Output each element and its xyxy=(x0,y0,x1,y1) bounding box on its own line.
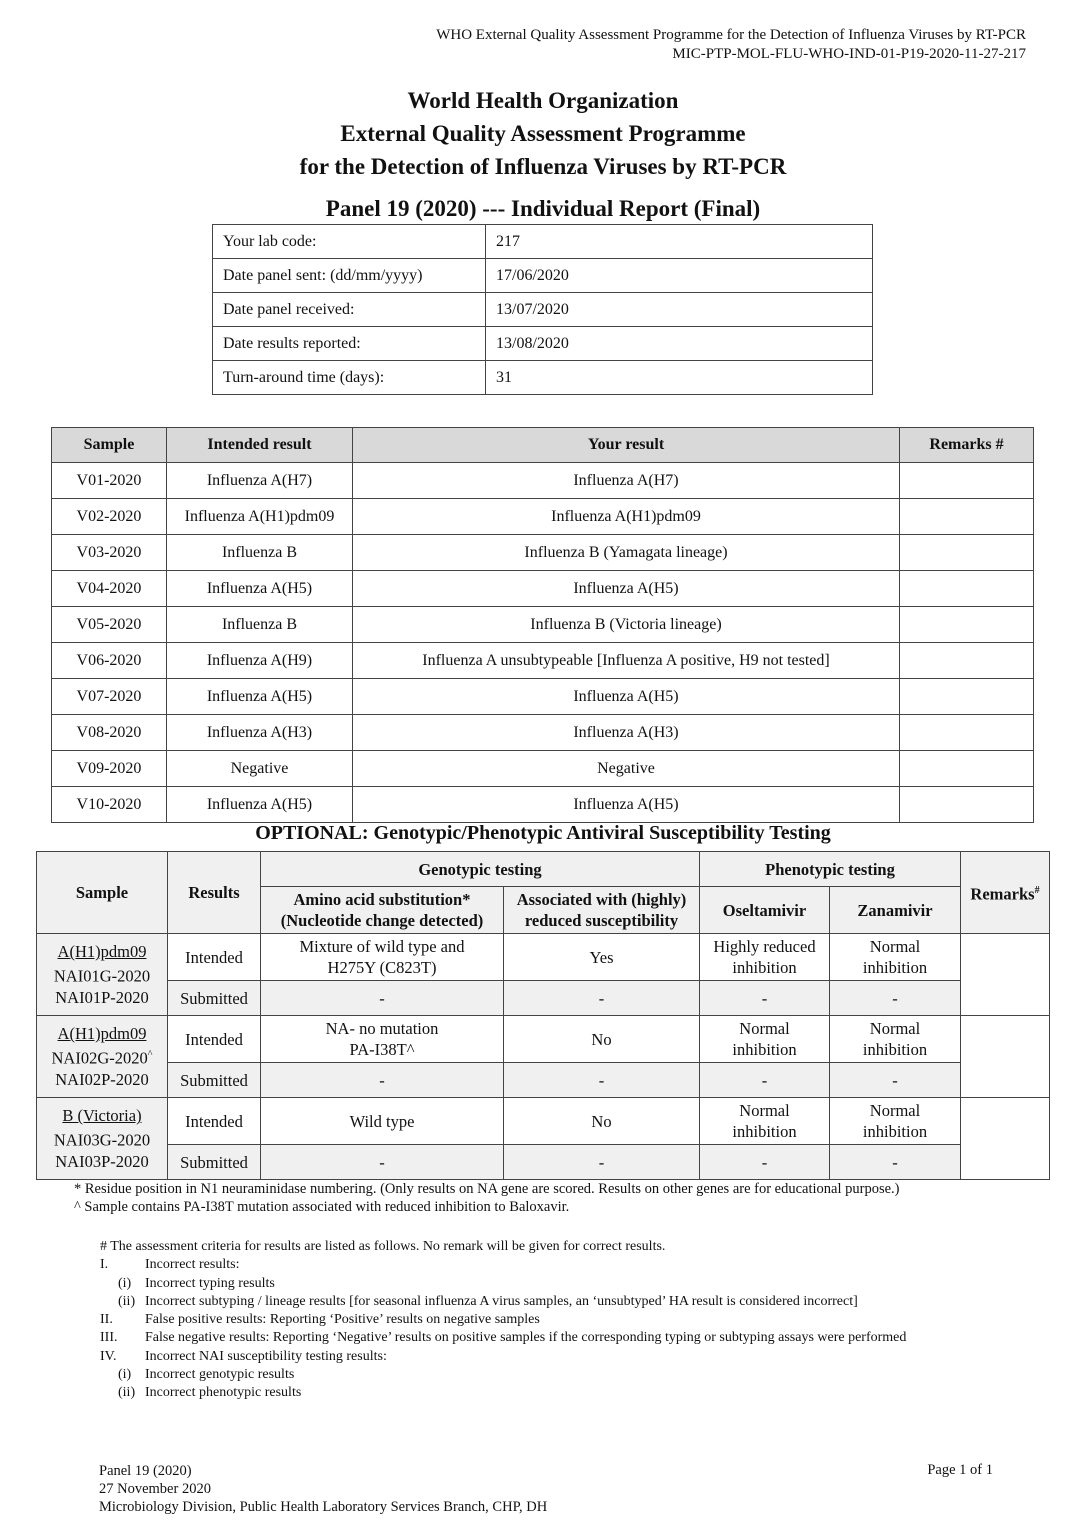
your-result-cell: Influenza A(H3) xyxy=(353,715,900,751)
intended-cell: Negative xyxy=(167,751,353,787)
your-result-cell: Negative xyxy=(353,751,900,787)
remarks-cell xyxy=(900,679,1034,715)
remarks-cell xyxy=(900,499,1034,535)
sample-cell: V04-2020 xyxy=(52,571,167,607)
remarks-cell xyxy=(900,715,1034,751)
submitted-row xyxy=(37,1145,1050,1180)
info-label: Date panel sent: (dd/mm/yyyy) xyxy=(213,259,486,293)
zanamivir-cell: - xyxy=(830,1145,961,1180)
sample-cell: V06-2020 xyxy=(52,643,167,679)
sample-cell: V01-2020 xyxy=(52,463,167,499)
your-result-cell: Influenza A(H5) xyxy=(353,787,900,823)
info-label: Turn-around time (days): xyxy=(213,361,486,395)
sample-cell: V02-2020 xyxy=(52,499,167,535)
intended-row xyxy=(37,934,1050,981)
running-header xyxy=(436,26,1026,64)
footnote-caret: ^ Sample contains PA-I38T mutation associated with reduced inhibition to Baloxavir. xyxy=(74,1199,570,1215)
oseltamivir-cell: - xyxy=(700,981,830,1016)
footer xyxy=(99,1462,547,1516)
amino-acid-cell: NA- no mutation PA-I38T^ xyxy=(261,1016,504,1063)
your-result-cell: Influenza A unsubtypeable [Influenza A positive, H9 not tested] xyxy=(353,643,900,679)
associated-cell: Yes xyxy=(504,934,700,981)
col-your-result: Your result xyxy=(353,428,900,463)
page-number: Page 1 of 1 xyxy=(927,1462,993,1478)
sample-code-p: NAI01P-2020 xyxy=(55,987,149,1007)
your-result-cell: Influenza A(H1)pdm09 xyxy=(353,499,900,535)
info-value: 13/08/2020 xyxy=(486,327,873,361)
info-value: 17/06/2020 xyxy=(486,259,873,293)
criteria-item: IV. Incorrect NAI susceptibility testing results: xyxy=(100,1348,387,1364)
programme-name: WHO External Quality Assessment Programme for the Detection of Influenza Viruses by RT-PCR xyxy=(436,27,1026,43)
result-type: Submitted xyxy=(168,1063,261,1098)
amino-acid-cell: - xyxy=(261,1063,504,1098)
sample-code-g: NAI02G-2020^ xyxy=(51,1048,153,1068)
footer-date: 27 November 2020 xyxy=(99,1481,211,1497)
intended-cell: Influenza A(H5) xyxy=(167,787,353,823)
remarks-cell xyxy=(900,607,1034,643)
result-type: Intended xyxy=(168,934,261,981)
info-label: Date results reported: xyxy=(213,327,486,361)
intended-row xyxy=(37,1016,1050,1063)
col-phenotypic: Phenotypic testing xyxy=(700,852,961,887)
info-row xyxy=(213,327,873,361)
your-result-cell: Influenza B (Yamagata lineage) xyxy=(353,535,900,571)
remarks-cell xyxy=(961,1098,1050,1180)
sample-cell xyxy=(37,934,168,1016)
document-code: MIC-PTP-MOL-FLU-WHO-IND-01-P19-2020-11-27-217 xyxy=(672,46,1026,62)
table-row xyxy=(52,643,1034,679)
sample-cell xyxy=(37,1016,168,1098)
footer-division: Microbiology Division, Public Health Laboratory Services Branch, CHP, DH xyxy=(99,1499,548,1515)
amino-acid-cell: - xyxy=(261,1145,504,1180)
zanamivir-cell: - xyxy=(830,1063,961,1098)
sample-cell: V08-2020 xyxy=(52,715,167,751)
table-row xyxy=(52,463,1034,499)
remarks-cell xyxy=(961,1016,1050,1098)
intended-cell: Influenza A(H1)pdm09 xyxy=(167,499,353,535)
amino-acid-cell: Wild type xyxy=(261,1098,504,1145)
remarks-cell xyxy=(900,751,1034,787)
intended-cell: Influenza A(H7) xyxy=(167,463,353,499)
table-row xyxy=(52,535,1034,571)
info-value: 217 xyxy=(486,225,873,259)
optional-section-title: OPTIONAL: Genotypic/Phenotypic Antiviral Susceptibility Testing xyxy=(255,822,831,844)
results-table xyxy=(51,427,1034,823)
title-line-2: External Quality Assessment Programme xyxy=(340,121,746,146)
result-type: Submitted xyxy=(168,981,261,1016)
sample-type: A(H1)pdm09 xyxy=(57,1024,147,1044)
col-associated: Associated with (highly) reduced susceptibility xyxy=(504,887,700,934)
associated-cell: No xyxy=(504,1016,700,1063)
title-line-3: for the Detection of Influenza Viruses by RT-PCR xyxy=(299,154,787,179)
intended-cell: Influenza A(H5) xyxy=(167,679,353,715)
table-row xyxy=(52,607,1034,643)
criteria-subitem: (ii) Incorrect subtyping / lineage results [for seasonal influenza A virus samples, an ‘unsubtyped’ HA result is considered incorrect] xyxy=(118,1293,858,1309)
sample-cell: V05-2020 xyxy=(52,607,167,643)
result-type: Submitted xyxy=(168,1145,261,1180)
table-row xyxy=(52,751,1034,787)
sample-code-g: NAI01G-2020 xyxy=(53,966,151,986)
criteria-item: I. Incorrect results: xyxy=(100,1257,240,1273)
oseltamivir-cell: Normal inhibition xyxy=(700,1098,830,1145)
col-remarks: Remarks# xyxy=(961,852,1050,934)
table-footnotes xyxy=(74,1180,900,1216)
sample-cell: V03-2020 xyxy=(52,535,167,571)
info-value: 13/07/2020 xyxy=(486,293,873,327)
remarks-cell xyxy=(900,571,1034,607)
your-result-cell: Influenza A(H7) xyxy=(353,463,900,499)
info-value: 31 xyxy=(486,361,873,395)
criteria-item: III. False negative results: Reporting ‘Negative’ results on positive samples if the corresponding typing or subtyping assays were performed xyxy=(100,1330,907,1346)
oseltamivir-cell: Normal inhibition xyxy=(700,1016,830,1063)
sample-code-g: NAI03G-2020 xyxy=(53,1130,151,1150)
col-zanamivir: Zanamivir xyxy=(830,887,961,934)
criteria-subitem: (i) Incorrect typing results xyxy=(118,1275,275,1291)
result-type: Intended xyxy=(168,1016,261,1063)
remarks-cell xyxy=(900,535,1034,571)
susceptibility-table xyxy=(36,851,1050,1180)
remarks-cell xyxy=(900,643,1034,679)
title-line-1: World Health Organization xyxy=(407,88,679,113)
intended-cell: Influenza B xyxy=(167,607,353,643)
criteria-intro: # The assessment criteria for results are listed as follows. No remark will be given for correct results. xyxy=(100,1239,666,1254)
table-row xyxy=(52,715,1034,751)
sample-type: A(H1)pdm09 xyxy=(57,942,147,962)
info-row xyxy=(213,293,873,327)
intended-row xyxy=(37,1098,1050,1145)
oseltamivir-cell: Highly reduced inhibition xyxy=(700,934,830,981)
sample-cell: V10-2020 xyxy=(52,787,167,823)
zanamivir-cell: - xyxy=(830,981,961,1016)
info-label: Your lab code: xyxy=(213,225,486,259)
sample-type: B (Victoria) xyxy=(62,1106,142,1126)
sample-cell: V09-2020 xyxy=(52,751,167,787)
col-intended: Intended result xyxy=(167,428,353,463)
submitted-row xyxy=(37,1063,1050,1098)
intended-cell: Influenza A(H9) xyxy=(167,643,353,679)
criteria-item: II. False positive results: Reporting ‘Positive’ results on negative samples xyxy=(100,1312,540,1328)
sample-code-p: NAI02P-2020 xyxy=(55,1069,149,1089)
associated-cell: - xyxy=(504,1063,700,1098)
associated-cell: - xyxy=(504,1145,700,1180)
table-row xyxy=(52,571,1034,607)
col-amino-acid: Amino acid substitution* (Nucleotide change detected) xyxy=(261,887,504,934)
info-row xyxy=(213,225,873,259)
col-oseltamivir: Oseltamivir xyxy=(700,887,830,934)
amino-acid-cell: Mixture of wild type and H275Y (C823T) xyxy=(261,934,504,981)
table-row xyxy=(52,787,1034,823)
col-remarks: Remarks # xyxy=(900,428,1034,463)
lab-info-table xyxy=(212,224,873,395)
zanamivir-cell: Normal inhibition xyxy=(830,934,961,981)
results-header-row xyxy=(52,428,1034,463)
info-row xyxy=(213,361,873,395)
document-title xyxy=(0,84,1086,183)
zanamivir-cell: Normal inhibition xyxy=(830,1098,961,1145)
criteria-subitem: (ii) Incorrect phenotypic results xyxy=(118,1385,302,1401)
col-genotypic: Genotypic testing xyxy=(261,852,700,887)
associated-cell: No xyxy=(504,1098,700,1145)
footnote-asterisk: * Residue position in N1 neuraminidase numbering. (Only results on NA gene are scored. Results on other genes are for educational purpose.) xyxy=(74,1181,900,1197)
associated-cell: - xyxy=(504,981,700,1016)
report-title: Panel 19 (2020) --- Individual Report (Final) xyxy=(325,196,761,221)
amino-acid-cell: - xyxy=(261,981,504,1016)
submitted-row xyxy=(37,981,1050,1016)
sample-cell xyxy=(37,1098,168,1180)
remarks-cell xyxy=(961,934,1050,1016)
footer-panel: Panel 19 (2020) xyxy=(99,1463,192,1479)
assessment-criteria xyxy=(100,1238,906,1403)
oseltamivir-cell: - xyxy=(700,1063,830,1098)
result-type: Intended xyxy=(168,1098,261,1145)
sample-cell: V07-2020 xyxy=(52,679,167,715)
remarks-cell xyxy=(900,787,1034,823)
col-results: Results xyxy=(168,852,261,934)
intended-cell: Influenza B xyxy=(167,535,353,571)
col-sample: Sample xyxy=(37,852,168,934)
zanamivir-cell: Normal inhibition xyxy=(830,1016,961,1063)
your-result-cell: Influenza B (Victoria lineage) xyxy=(353,607,900,643)
info-row xyxy=(213,259,873,293)
your-result-cell: Influenza A(H5) xyxy=(353,679,900,715)
intended-cell: Influenza A(H3) xyxy=(167,715,353,751)
remarks-cell xyxy=(900,463,1034,499)
oseltamivir-cell: - xyxy=(700,1145,830,1180)
intended-cell: Influenza A(H5) xyxy=(167,571,353,607)
col-sample: Sample xyxy=(52,428,167,463)
info-label: Date panel received: xyxy=(213,293,486,327)
table-row xyxy=(52,679,1034,715)
sample-code-p: NAI03P-2020 xyxy=(55,1151,149,1171)
table-row xyxy=(52,499,1034,535)
your-result-cell: Influenza A(H5) xyxy=(353,571,900,607)
criteria-subitem: (i) Incorrect genotypic results xyxy=(118,1367,295,1383)
